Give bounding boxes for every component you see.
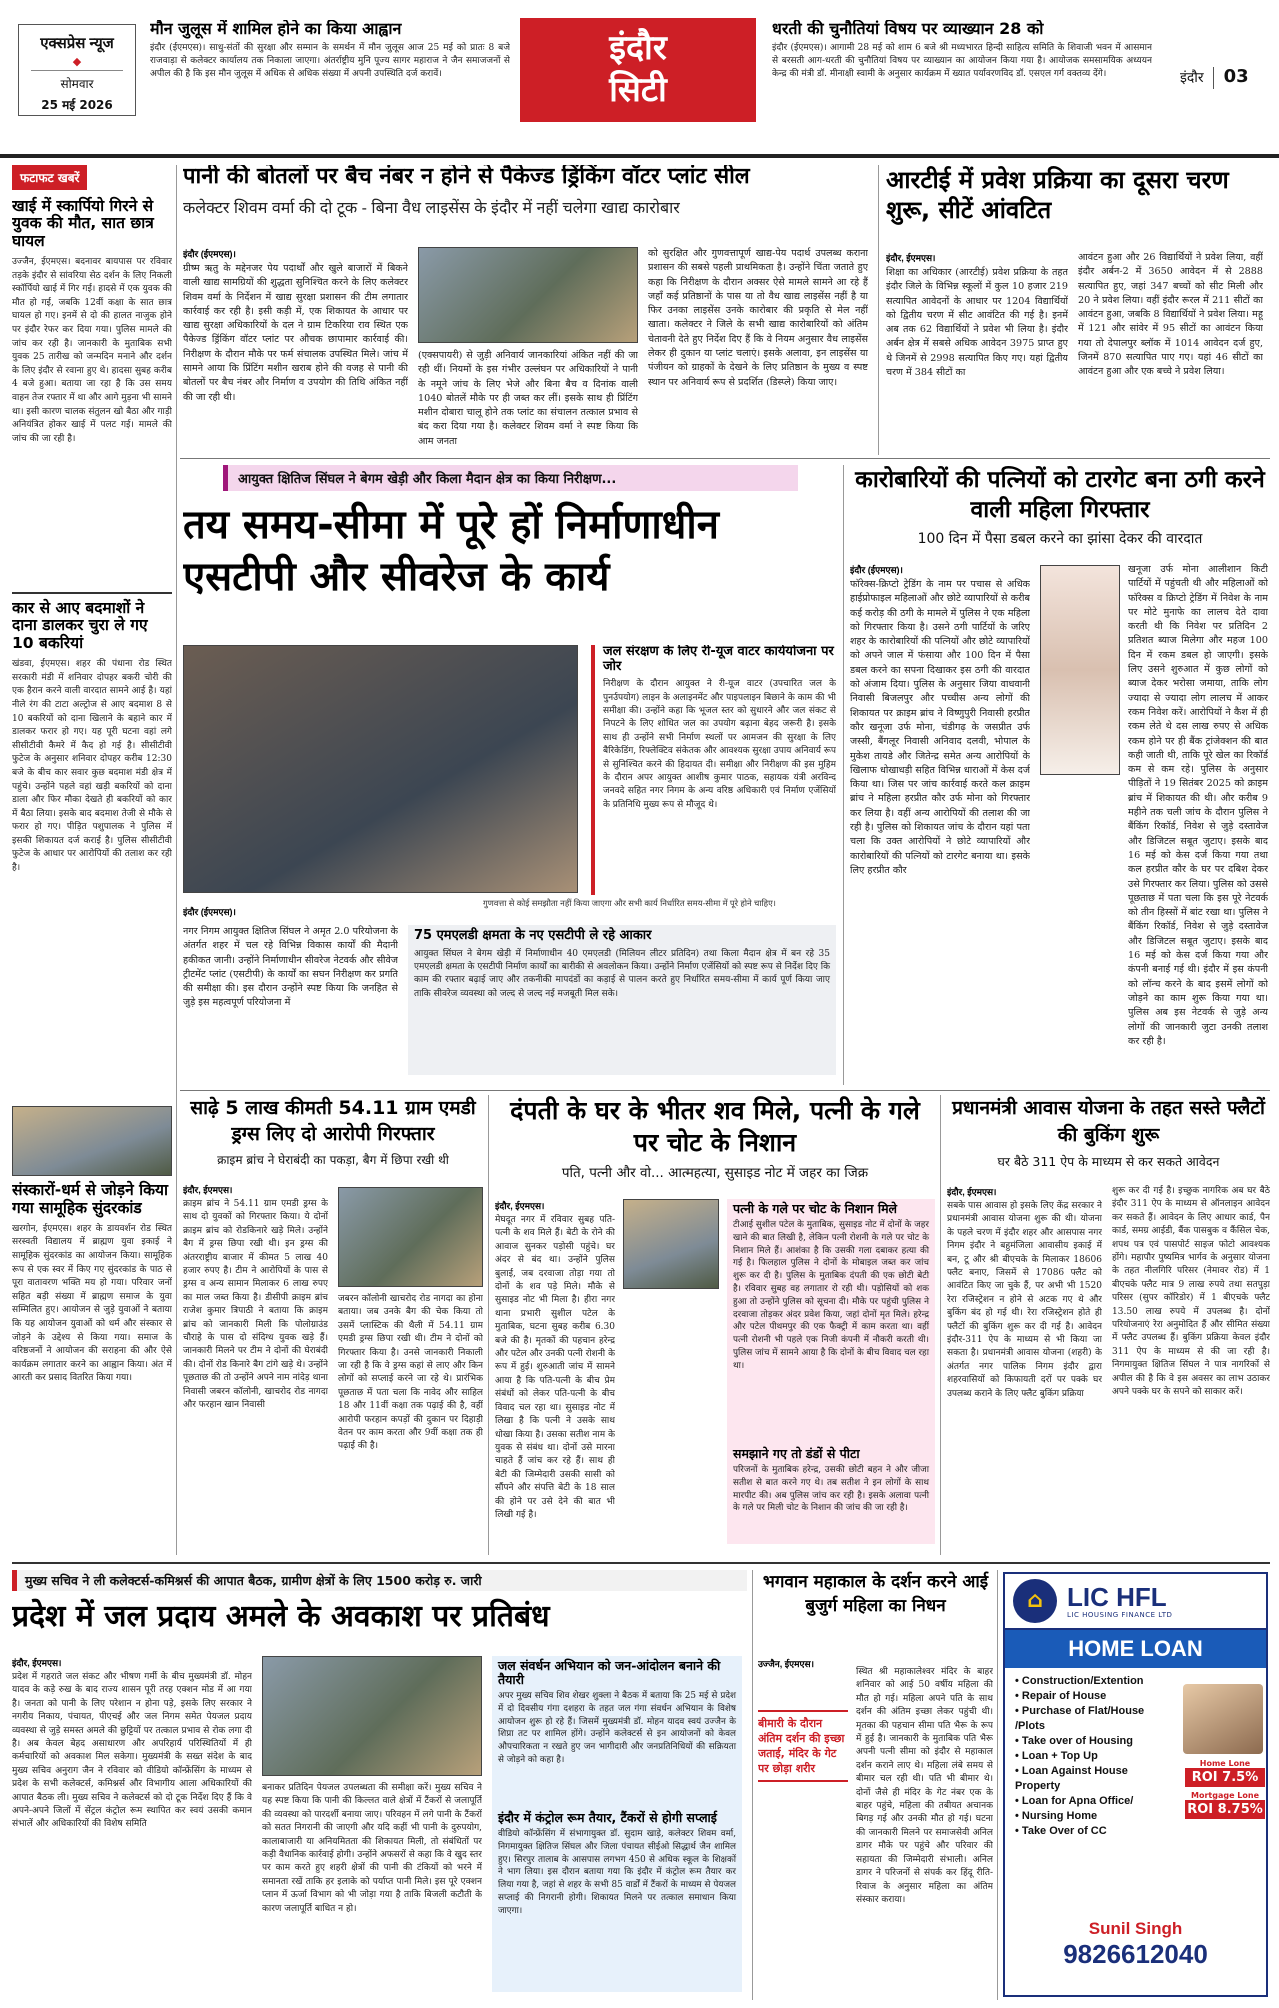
water-col1 bbox=[183, 247, 408, 448]
ad-item: • Repair of House bbox=[1015, 1690, 1107, 1702]
contact-name: Sunil Singh bbox=[1088, 1919, 1183, 1938]
jal-headline: प्रदेश में जल प्रदाय अमले के अवकाश पर प्रतिबंध bbox=[12, 1599, 550, 1634]
ad-item: • Purchase of Flat/House /Plots bbox=[1015, 1705, 1145, 1732]
stp-side-text: निरीक्षण के दौरान आयुक्त ने री-यूज वाटर (उपचारित जल के पुनर्उपयोग) लाइन के अलाइनमेंट और पाइपलाइन बिछाने के काम की भी समीक्षा की। उन्होंने कहा कि भूजल स्तर को सुधारने और जल संकट से निपटने के लिए शोधित जल का उपयोग बढ़ाना बेहद जरूरी है। इसके साथ ही उन्होंने सभी निर्माण स्थलों पर आमजन की सुरक्षा के लिए बैरिकेडिंग, रिफ्लेक्टिव संकेतक और आवश्यक सुरक्षा उपाय अनिवार्य रूप से सुनिश्चित करने की हिदायत दी। समीक्षा और निरीक्षण की इस मुहिम के दौरान अपर आयुक्त आशीष कुमार पाठक, सहायक यंत्री अरविन्द जनवदे सहित नगर निगम के अन्य वरिष्ठ अधिकारी एवं निर्माण एजेंसियों के प्रतिनिधि मुख्य रूप से मौजूद थे। bbox=[603, 679, 836, 810]
awas-dateline: इंदौर, ईएमएस। bbox=[947, 1187, 997, 1197]
rte-col2-text: आवंटन हुआ और 26 विद्यार्थियों ने प्रवेश लिया, वहीं इंदौर अर्बन-2 में 3650 आवेदन में से 2888 सत्यापित हुए, जहां 347 बच्चों को सीट मिली और 20 ने प्रवेश लिया। वहीं इंदौर रूरल में 211 सीटों का आवंटन हुआ, जबकि 8 विद्यार्थियों ने प्रवेश लिया। महू में 121 और सांवेर में 95 सीटों का आवंटन किया गया तो देपालपुर ब्लॉक में 1014 आवेदन दर्ज हुए, जिनमें 870 सत्यापित पाए गए। यहां 46 सीटों का आवंटन हुआ और एक बच्चे ने प्रवेश लिया। bbox=[1078, 252, 1263, 378]
fraud-story bbox=[850, 465, 1270, 1085]
couple-subhead: पति, पत्नी और वो... आत्महत्या, सुसाइड नोट में जहर का जिक्र bbox=[561, 1165, 869, 1181]
jal-col1-text: प्रदेश में गहराते जल संकट और भीषण गर्मी के बीच मुख्यमंत्री डॉ. मोहन यादव के कड़े रुख के बाद राज्य शासन पूरी तरह एक्शन मोड में आ गया है। जनता को पानी के लिए परेशान न होना पड़े, इसके लिए सरकार ने नगरीय निकाय, पंचायत, पीएचई और जल निगम समेत पेयजल प्रदाय व्यवस्था से जुड़े समस्त अमले की छुट्टियों पर तत्काल प्रभाव से रोक लगा दी है। अब केवल बेहद असाधारण और अपरिहार्य परिस्थितियों में ही कर्मचारियों को अवकाश मिल सकेगा। मुख्यमंत्री के सख्त संदेश के बाद मुख्य सचिव अनुराग जैन ने रविवार को वीडियो कॉन्फ्रेंसिंग के माध्यम से प्रदेश के सभी कलेक्टर्स, कमिश्नर्स और विभागीय आला अधिकारियों की आपात बैठक ली। मुख्य सचिव ने कलेक्टर्स को दो टूक निर्देश दिए हैं कि वे अपने-अपने जिलों में सेंट्रल कंट्रोल रूम स्थापित कर स्वयं उसकी कमान संभालें और अधिकारियों की विशेष समिति bbox=[12, 1672, 252, 1830]
couple-box2-text: परिजनों के मुताबिक हरेन्द्र, उसकी छोटी बहन ने और जीजा सतीश से बात करने गए थे। तब सतीश ने इन लोगों के साथ मारपीट की। अब पुलिस जांच कर रही है। इसके अलावा पत्नी के गले पर मिली चोट के निशान की जांच की जा रही है। bbox=[733, 1465, 929, 1514]
rte-col1 bbox=[886, 251, 1068, 452]
mahakal-text: स्थित श्री महाकालेश्वर मंदिर के बाहर शनिवार को आई 50 वर्षीय महिला की मौत हो गई। महिला अपने पति के साथ दर्शन की अंतिम इच्छा लेकर पहुंची थी। मृतका की पहचान सीमा पति भैरू के रूप में हुई है। जानकारी के मुताबिक पति भैरू अपनी पत्नी सीमा को इंदौर से महाकाल दर्शन कराने लाए थे। महिला लंबे समय से बीमार चल रही थी। पति भी बीमार थे। दोनों जैसे ही मंदिर के गेट नंबर एक के बाहर पहुंचे, महिला की तबीयत अचानक बिगड़ गई और उनकी मौत हो गई। घटना की जानकारी मिलने पर समाजसेवी अनिल डागर मौके पर पहुंचे और परिवार की सहायता की जिम्मेदारी संभाली। अनिल डागर ने परिजनों से संपर्क कर हिंदू रीति-रिवाज के अनुसार महिला का अंतिम संस्कार कराया। bbox=[856, 1667, 993, 1905]
jal-kicker: मुख्य सचिव ने ली कलेक्टर्स-कमिश्नर्स की आपात बैठक, ग्रामीण क्षेत्रों के लिए 1500 करोड़ रु. जारी bbox=[12, 1570, 747, 1591]
page-number: 03 bbox=[1223, 66, 1249, 87]
masthead-left-brief bbox=[150, 20, 510, 120]
water-dateline: इंदौर (ईएमएस)। bbox=[183, 249, 236, 259]
awas-col2-text: शुरू कर दी गई है। इच्छुक नागरिक अब घर बैठे इंदौर 311 ऐप के माध्यम से ऑनलाइन आवेदन कर सकते हैं। आवेदन के लिए आधार कार्ड, पैन कार्ड, समग्र आईडी, बैंक पासबुक व कैंसिल चेक, शपथ पत्र एवं पासपोर्ट साइज फोटो आवश्यक होंगे। महापौर पुष्यमित्र भार्गव के अनुसार योजना के तहत नीलगिरि परिसर (नेमावर रोड) में 1 बीएचके फ्लैट मात्र 9 लाख रुपये तथा सतपुड़ा परिसर (सुपर कॉरिडोर) में 1 बीएचके फ्लैट 13.50 लाख रुपये में उपलब्ध है। दोनों परियोजनाएं रेरा अनुमोदित हैं और सीमित संख्या में फ्लैट उपलब्ध हैं। बुकिंग प्रक्रिया केवल इंदौर 311 ऐप के माध्यम से की जा रही है। निगमायुक्त क्षितिज सिंघल ने पात्र नागरिकों से अपील की है कि वे इस अवसर का लाभ उठाकर अपने पक्के घर के सपने को साकार करें। bbox=[1112, 1186, 1270, 1398]
fraud-col1-text: फॉरेक्स-क्रिप्टो ट्रेडिंग के नाम पर पचास से अधिक हाईप्रोफाइल महिलाओं और छोटे व्यापारियों से करीब कई करोड़ की ठगी के मामले में पुलिस ने एक महिला को गिरफ्तार किया है। उसने ठगी पार्टियों के जरिए शहर के कारोबारियों की पत्नियों और छोटे व्यापारियों को अपने जाल में फंसाया और 100 दिन में पैसा डबल करने का सपना दिखाकर इस ठगी की वारदात को अंजाम दिया। पुलिस के अनुसार जिया वाधवानी निवासी बिजलपुर और पच्चीस अन्य लोगों की शिकायत पर क्राइम ब्रांच ने विष्णुपुरी निवासी हरप्रीत कौर खनूजा उर्फ मोना, चंडीगढ़ के जसप्रीत उर्फ जस्सी, बैंगलूर निवासी अनिवाद दलवी, भोपाल के मुकेश तायडे और जितेन्द्र समेत अन्य आरोपियों के खिलाफ धोखाधड़ी सहित विभिन्न धाराओं में केस दर्ज किया था। जिस पर जांच कार्रवाई करते कल क्राइम ब्रांच ने महिला हरप्रीत कौर उर्फ मोना को गिरफ्तार कर लिया है। वहीं अन्य आरोपियों की तलाश की जा रही है। पुलिस को शिकायत जांच के दौरान यहां पता चला कि उक्त आरोपियों ने छोटे व्यापारियों और कारोबारियों की पत्नियों को टारगेट बनाया था। इसके लिए हरप्रीत कौर bbox=[850, 579, 1030, 876]
jal-story bbox=[12, 1570, 747, 2000]
row-rule bbox=[180, 1090, 1270, 1091]
fraud-headline: कारोबारियों की पत्नियों को टारगेट बना ठगी करने वाली महिला गिरफ्तार bbox=[855, 467, 1265, 523]
column-rule bbox=[752, 1570, 753, 2000]
fatafat-story2-headline: कार से आए बदमाशों ने दाना डालकर चुरा ले गए 10 बकरियां bbox=[12, 599, 148, 652]
awas-col1-text: सबके पास आवास हो इसके लिए केंद्र सरकार ने प्रधानमंत्री आवास योजना शुरू की थी। योजना के पहले चरण में इंदौर शहर और आसपास नगर निगम इंदौर ने बहुमंजिला आवासीय इकाई में बन, टू और श्री बीएचके के मिलाकर 18606 फ्लैट बनाए, जिसमें से 17086 फ्लैट को आवंटित किए जा चुके हैं, पर अभी भी 1520 रेरा रजिस्ट्रेशन न होने से अटक गए थे और बुकिंग बंद हो गई थी। रेरा रजिस्ट्रेशन होते ही फ्लैटों की बुकिंग शुरू कर दी गई है। आवेदन इंदौर-311 ऐप के माध्यम से भी किया जा सकता है। प्रधानमंत्री आवास योजना (शहरी) के अंतर्गत नगर पालिक निगम इंदौर द्वारा शहरवासियों को किफायती दरों पर पक्के घर उपलब्ध कराने के लिए फ्लैट बुकिंग प्रक्रिया bbox=[947, 1201, 1102, 1399]
couple-col1b-text bbox=[623, 1295, 719, 1540]
ad-brand: LIC HFL bbox=[1067, 1582, 1167, 1612]
jal-col2-text: बनाकर प्रतिदिन पेयजल उपलब्धता की समीक्षा करें। मुख्य सचिव ने यह स्पष्ट किया कि पानी की किल्लत वाले क्षेत्रों में टैंकरों से जलापूर्ति की व्यवस्था को पारदर्शी बनाया जाए। परिवहन में लगे पानी के टैंकरों को सतत निगरानी की जाएगी और यदि कहीं भी पानी के दुरुपयोग, कालाबाजारी या अनियमितता की शिकायत मिली, तो संबंधितों पर कड़ी वैधानिक कार्रवाई होगी। उन्होंने अफसरों से कहा कि वे खुद स्तर पर काम करते हुए शहरी क्षेत्रों की पानी की टंकियों को भरने में समानता रखें ताकि हर इलाके को पर्याप्त पानी मिले। इस पूरे एक्शन प्लान में ऊर्जा विभाग को भी जोड़ा गया है ताकि बिजली कटौती के कारण जलापूर्ति बाधित न हो। bbox=[262, 1783, 482, 1914]
water-col3-text: को सुरक्षित और गुणवत्तापूर्ण खाद्य-पेय पदार्थ उपलब्ध कराना प्रशासन की सबसे पहली प्राथमिकता है। उन्होंने चिंता जताते हुए कहा कि निरीक्षण के दौरान अक्सर ऐसे मामले सामने आ रहे हैं जहाँ कई प्रतिष्ठानों के पास या तो वैध खाद्य लाइसेंस नहीं है या फिर उनका लाइसेंस उनके कारोबार की प्रकृति से मेल नहीं खाता। कलेक्टर ने जिले के सभी खाद्य कारोबारियों को अंतिम चेतावनी देते हुए निर्देश दिए हैं कि वे नियम अनुसार वैध लाइसेंस लेकर ही दुकान या प्लांट चलाएं। इसके अलावा, इन लाइसेंस या पंजीयन को ग्राहकों के देखने के लिए प्रतिष्ठान के मुख्य व स्पष्ट स्थान पर अनिवार्य रूप से प्रदर्शित (डिस्प्ले) किया जाए। bbox=[648, 248, 868, 388]
mahakal-dateline: उज्जैन, ईएमएस। bbox=[758, 1659, 815, 1669]
stp-body-text: नगर निगम आयुक्त क्षितिज सिंघल ने अमृत 2.0 परियोजना के अंतर्गत शहर में चल रहे विभिन्न विकास कार्यों की मैदानी हकीकत जानी। उन्होंने निर्माणाधीन सीवरेज नेटवर्क और सीवेज ट्रीटमेंट प्लांट (एसटीपी) के कार्यों का सघन निरीक्षण कर प्रगति की समीक्षा की। इस दौरान उन्होंने स्पष्ट किया कि जनहित से जुड़े इस महत्वपूर्ण परियोजना में bbox=[183, 926, 398, 1009]
ad-item: • Take Over of CC bbox=[1015, 1825, 1107, 1837]
column-rule bbox=[488, 1095, 489, 1555]
couple-box bbox=[727, 1199, 935, 1544]
video-conference-photo bbox=[262, 1656, 482, 1776]
column-rule bbox=[843, 465, 844, 1085]
stp-headline: तय समय-सीमा में पूरे हों निर्माणाधीन एसटीपी और सीवरेज के कार्य bbox=[183, 502, 719, 600]
couple-headline: दंपती के घर के भीतर शव मिले, पत्नी के गले पर चोट के निशान bbox=[510, 1096, 920, 1157]
column-rule bbox=[176, 165, 177, 1555]
diamond-icon: ◆ bbox=[72, 55, 82, 68]
water-headline: पानी की बोतलों पर बैच नंबर न होने से पैकेज्ड ड्रिंकिंग वॉटर प्लांट सील bbox=[183, 165, 750, 189]
contact-phone[interactable]: 9826612040 bbox=[1063, 1939, 1208, 1969]
couple-col1 bbox=[495, 1199, 615, 1549]
row-rule bbox=[180, 458, 1270, 459]
stp-kicker: आयुक्त क्षितिज सिंघल ने बेगम खेड़ी और किला मैदान क्षेत्र का किया निरीक्षण... bbox=[223, 465, 798, 491]
fraud-col1 bbox=[850, 563, 1030, 1058]
mahakal-headline: भगवान महाकाल के दर्शन करने आई बुजुर्ग महिला का निधन bbox=[762, 1572, 989, 1616]
lic-logo-icon: ⌂ bbox=[1013, 1579, 1057, 1623]
sundarkand-photo bbox=[12, 1106, 172, 1176]
ad-items-list bbox=[1005, 1668, 1175, 1845]
couple-col1-text: मेघदूत नगर में रविवार सुबह पति-पत्नी के शव मिले हैं। बेटी के रोने की आवाज सुनकर पड़ोसी पहुंचे। घर अंदर से बंद था। उन्होंने पुलिस बुलाई, जब दरवाजा तोड़ा गया तो दोनों के शव पड़े मिले। मौके से सुसाइड नोट भी मिला है। हीरा नगर थाना प्रभारी सुशील पटेल के मुताबिक, घटना सुबह करीब 6.30 बजे की है। मृतकों की पहचान हरेन्द्र और पटेल और उनकी पत्नी रोशनी के रूप में हुई। शुरुआती जांच में सामने आया है कि पति-पत्नी के बीच प्रेम संबंधों को लेकर पति-पत्नी के बीच विवाद चल रहा था। सुसाइड नोट में लिखा है कि पत्नी ने उसके साथ धोखा किया है। उसका सतीश नाम के युवक से संबंध था। दोनों उसे मारना चाहते हैं जांच कर रहे हैं। साथ ही बेटी की जिम्मेदारी उसकी सासी को सौंपने और संपत्ति बेटी के 18 साल की होने पर उसे देने की बात भी लिखी गई है। bbox=[495, 1215, 615, 1520]
paper-info-box bbox=[18, 24, 136, 116]
awas-subhead: घर बैठे 311 ऐप के माध्यम से कर सकते आवेदन bbox=[997, 1154, 1220, 1169]
lic-hfl-ad bbox=[1003, 1572, 1268, 1997]
couple-box1-text: टीआई सुशील पटेल के मुताबिक, सुसाइड नोट में दोनों के जहर खाने की बात लिखी है, लेकिन पत्नी रोशनी के गले पर चोट के निशान मिले हैं। आशंका है कि उसकी गला दबाकर हत्या की गई है। फिलहाल पुलिस ने दोनों के मोबाइल जब्त कर जांच शुरू कर दी है। पुलिस के मुताबिक दंपती की एक छोटी बेटी है। रविवार सुबह वह लगातार रो रही थी। पड़ोसियों को शक हुआ तो उन्होंने पुलिस को सूचना दी। मौके पर पहुंची पुलिस ने दरवाजा तोड़कर अंदर प्रवेश किया, जहां दोनों मृत मिले। हरेन्द्र और पटेल पीथमपुर की एक फैक्ट्री में काम करता था। वहीं पत्नी रोशनी भी पहले एक निजी कंपनी में नौकरी करती थी। पुलिस जांच में सामने आया है कि दोनों के बीच विवाद चल रहा था। bbox=[733, 1220, 929, 1371]
ad-banner: HOME LOAN bbox=[1005, 1630, 1266, 1668]
jal-box2-headline: इंदौर में कंट्रोल रूम तैयार, टैंकरों से होगी सप्लाई bbox=[498, 1810, 717, 1825]
rte-col1-text: शिक्षा का अधिकार (आरटीई) प्रवेश प्रक्रिया के तहत इंदौर जिले के विभिन्न स्कूलों में कुल 10 हजार 219 सत्यापित आवेदनों के आधार पर 1204 विद्यार्थियों को द्वितीय चरण में सीट आवंटित की गई है। इनमें अब तक 62 विद्यार्थियों ने प्रवेश भी लिया है। इंदौर अर्बन क्षेत्र में सबसे अधिक आवेदन 3975 प्राप्त हुए थे जिनमें से 2998 सत्यापित किए गए। यहां द्वितीय चरण में 384 सीटों का bbox=[886, 267, 1068, 379]
water-col2-text: (एक्सपायरी) से जुड़ी अनिवार्य जानकारियां अंकित नहीं की जा रही थीं। नियमों के इस गंभीर उल्लंघन पर अधिकारियों ने पानी के नमूने जांच के लिए भेजे और बिना बैच व दिनांक वाली 1040 बोतलें मौके पर ही जब्त कर लीं। इसके साथ ही प्रिंटिंग मशीन दोबारा चालू होने तक प्लांट का संचालन तत्काल प्रभाव से बंद करा दिया गया है। कलेक्टर शिवम वर्मा ने स्पष्ट किया कि आम जनता bbox=[418, 350, 638, 447]
ad-item: • Take over of Housing bbox=[1015, 1735, 1133, 1747]
brief-headline: मौन जुलूस में शामिल होने का किया आह्वान bbox=[150, 20, 402, 38]
accused-woman-photo bbox=[1040, 565, 1120, 775]
drugs-headline: साढ़े 5 लाख कीमती 54.11 ग्राम एमडी ड्रग्स लिए दो आरोपी गिरफ्तार bbox=[190, 1097, 476, 1145]
ad-item: • Loan + Top Up bbox=[1015, 1750, 1098, 1762]
couple-dateline: इंदौर, ईएमएस। bbox=[495, 1201, 545, 1211]
ad-item: • Loan for Apna Office/ bbox=[1015, 1795, 1134, 1807]
ad-contact bbox=[1005, 1919, 1266, 1970]
ad-item: • Construction/Extention bbox=[1015, 1675, 1144, 1687]
day-label: सोमवार bbox=[31, 70, 123, 92]
ad-header bbox=[1005, 1574, 1266, 1630]
roi-box bbox=[1185, 1759, 1265, 1819]
fatafat-story3-text: खरगोन, ईएमएस। शहर के डायवर्शन रोड स्थित सरस्वती विद्यालय में ब्राह्मण युवा इकाई ने सामूहिक सुंदरकांड का आयोजन किया। सामूहिक रूप से एक स्वर में किए गए सुंदरकांड के पाठ से पूरा वातावरण भक्ति मय हो गया। परिवार जनों सहित बड़ी संख्या में ब्राह्मण समाज के युवा सम्मिलित हुए। आयोजन से जुड़े युवाओं ने बताया कि यह आयोजन युवाओं को धर्म और संस्कार से जोड़ने के उद्देश्य से किया गया। समाज के वरिष्ठजनों ने आयोजन की सराहना की और ऐसे कार्यक्रम लगातार करने का आह्वान किया। अंत में आरती कर प्रसाद वितरित किया गया। bbox=[12, 1223, 172, 1384]
stp-side-box bbox=[591, 645, 836, 895]
jal-col1 bbox=[12, 1656, 252, 1991]
paper-name: एक्सप्रेस न्यूज bbox=[40, 35, 114, 52]
stp-story bbox=[183, 465, 838, 1085]
drugs-col1-text: क्राइम ब्रांच ने 54.11 ग्राम एमडी ड्रग्स के साथ दो युवकों को गिरफ्तार किया। ये दोनों क्राइम ब्रांच को रोडकिनारे खड़े मिले। उन्होंने बैग में ड्रग्स छिपा रखी थी। इन ड्रग्स की अंतरराष्ट्रीय बाजार में कीमत 5 लाख 40 हजार रुपए है। टीम ने आरोपियों के पास से ड्रग्स व अन्य सामान मिलाकर 6 लाख रुपए का माल जब्त किया है। डीसीपी क्राइम ब्रांच राजेश कुमार त्रिपाठी ने बताया कि क्राइम ब्रांच को जानकारी मिली कि पोलोग्राउंड चौराहे के पास दो संदिग्ध युवक खड़े हैं। जानकारी मिलने पर टीम ने दोनों की घेराबंदी की। दोनों रोड किनारे बैग टांगे खड़े थे। उन्होंने पूछताछ की तो उन्होंने अपने नाम नांदेड़ थाना निवासी जबरन कॉलोनी, खाचरोद रोड नागदा और फरहान खान निवासी bbox=[183, 1199, 328, 1411]
stp-inspection-photo bbox=[183, 645, 578, 893]
fraud-subhead: 100 दिन में पैसा डबल करने का झांसा देकर की वारदात bbox=[917, 531, 1203, 547]
fatafat-story2-text: खंडवा, ईएमएस। शहर की पंधाना रोड स्थित सरकारी मंडी में शनिवार दोपहर बकरी चोरी की एक हैरान करने वाली वारदात सामने आई है। यहां नीले रंग की टाटा अल्ट्रोज से आए बदमाश 8 से 10 बकरियों को दाना खिलाने के बहाने कार में डालकर फरार हो गए। यह पूरी घटना वहां लगे सीसीटीवी कैमरे में कैद हो गई है। सीसीटीवी फुटेज के अनुसार शनिवार दोपहर करीब 12:30 बजे के बीच कार सवार कुछ बदमाश मंडी क्षेत्र में पहुंचे। उन्होंने पहले वहां खड़ी बकरियों को दाना डाला और फिर मौका देखते ही बकरियों को कार में बैठा लिया। इसके बाद बदमाश तेजी से मौके से फरार हो गए। पीड़ित पशुपालक ने पुलिस में इसकी शिकायत दर्ज कराई है। पुलिस सीसीटीवी फुटेज के आधार पर आरोपियों की तलाश कर रही है। bbox=[12, 659, 172, 874]
awas-story bbox=[947, 1095, 1270, 1555]
jal-box bbox=[492, 1656, 742, 1992]
fatafat-label: फटाफट खबरें bbox=[12, 165, 87, 190]
mahakal-text-top bbox=[758, 1666, 848, 1706]
fatafat-column bbox=[12, 165, 172, 1565]
ad-brand-sub: LIC HOUSING FINANCE LTD bbox=[1067, 1611, 1173, 1619]
stp-box-headline: 75 एमएलडी क्षमता के नए एसटीपी ले रहे आकार bbox=[414, 928, 652, 943]
fraud-col2-text: खनूजा उर्फ मोना आलीशान किटी पार्टियों में पहुंचती थी और महिलाओं को फॉरेक्स व क्रिप्टो ट्रेडिंग में निवेश के नाम पर मोटे मुनाफे का लालच देते दावा करती थी कि निवेश पर प्रतिदिन 2 प्रतिशत ब्याज मिलेगा और महज 100 दिन में रकम डबल हो जाएगी। इसके लिए उसने शुरुआत में कुछ लोगों को ब्याज देकर भरोसा जमाया, ताकि लोग ज्यादा से ज्यादा लोग लालच में आकर रकम निवेश करें। आरोपियों ने कैश में ही रकम लेते थे दस लाख रुपए से अधिक रकम होने पर ही बैंक ट्रांजेक्शन की बात कही जाती थी, ताकि पूरे खेल का रिकॉर्ड कम से कम रहे। पुलिस के अनुसार पीड़ितों ने 19 सितंबर 2025 को क्राइम ब्रांच में शिकायत की थी। और करीब 9 महीने तक चली जांच के दौरान पुलिस ने बैंकिंग रिकॉर्ड, निवेश से जुड़े दस्तावेज और डिजिटल सबूत जुटाए। इसके बाद 16 मई को केस दर्ज किया गया तथा कल हरप्रीत कौर के घर पर दबिश देकर उसे गिरफ्तार कर लिया। पुलिस को उससे पूछताछ में पता चला कि इस पूरे नेटवर्क को तीन हिस्सों में बांट रखा था। पुलिस ने बैंकिंग रिकॉर्ड, निवेश से जुड़े दस्तावेज और डिजिटल सबूत जुटाए। इसके बाद 16 मई को केस दर्ज किया गया और कंपनी बनाई गई थी। इंदौर में इस कंपनी को लॉन्च करने के बाद इसमें लोगों को जोड़ने का काम शुरू किया गया था। पुलिस अब इस नेटवर्क से जुड़े अन्य लोगों की जानकारी जुटा उनकी तलाश कर रही है। bbox=[1128, 564, 1268, 1047]
water-col1-text: ग्रीष्म ऋतु के मद्देनजर पेय पदार्थों और खुले बाजारों में बिकने वाली खाद्य सामग्रियों की शुद्धता सुनिश्चित करने के लिए कलेक्टर शिवम वर्मा के निर्देशन में खाद्य सुरक्षा प्रशासन की टीम लगातार कार्रवाई कर रही है। इसी कड़ी में, एक शिकायत के आधार पर खाद्य सुरक्षा अधिकारियों के दल ने ग्राम टिकरिया राव स्थित एक पैकेज्ड ड्रिंकिंग वॉटर प्लांट पर औचक छापामार कार्रवाई की। निरीक्षण के दौरान मौके पर फर्म संचालक उपस्थित मिले। जांच में सामने आया कि प्रिंटिंग मशीन खराब होने की वजह से पानी की बोतलों पर बैच नंबर और निर्माण व उपयोग की तिथि अंकित नहीं की जा रही थी। bbox=[183, 263, 408, 403]
family-photo bbox=[1183, 1684, 1263, 1754]
section-title-box bbox=[520, 18, 756, 122]
roi2-badge: ROI 8.75% bbox=[1185, 1800, 1265, 1819]
column-rule bbox=[940, 1095, 941, 1555]
rte-story bbox=[886, 165, 1266, 455]
awas-col1 bbox=[947, 1185, 1102, 1550]
drugs-subhead: क्राइम ब्रांच ने घेराबंदी का पकड़ा, बैग में छिपा रखी थी bbox=[217, 1153, 449, 1167]
home-loan-label: Home Lone bbox=[1199, 1759, 1251, 1768]
mortgage-label: Mortgage Lone bbox=[1190, 1791, 1259, 1800]
water-story bbox=[183, 165, 873, 455]
arrested-accused-photo bbox=[338, 1187, 483, 1287]
couple-story bbox=[495, 1095, 935, 1555]
brief-text: इंदौर (ईएमएस)। आगामी 28 मई को शाम 6 बजे श्री मध्यभारत हिन्दी साहित्य समिति के शिवाजी भवन में आसमान से बरसती आग-धरती की चुनौतियां विषय पर व्याख्यान का आयोजन किया गया है। आयोजक समसामयिक अध्ययन केन्द्र की मंत्री डॉ. मीनाक्षी स्वामी के अनुसार कार्यक्रम में ख्यात पर्यावरणविद डॉ. एसएल गर्ग वक्तव्य देंगे। bbox=[772, 42, 1152, 79]
rte-headline: आरटीई में प्रवेश प्रक्रिया का दूसरा चरण शुरू, सीटें आंवटित bbox=[886, 166, 1229, 224]
column-rule bbox=[878, 165, 879, 455]
drugs-col1 bbox=[183, 1183, 328, 1543]
drugs-col2-text: जबरन कॉलोनी खाचरोद रोड नागदा का होना बताया। जब उनके बैग की चेक किया तो उसमें प्लास्टिक की थैली में 54.11 ग्राम एमडी ड्रग्स छिपा रखी थी। टीम ने दोनों को गिरफ्तार किया है। उनसे जानकारी निकाली जा रही है कि वे ड्रग्स कहां से लाए और किन लोगों को सप्लाई करने जा रहे थे। प्रारंभिक पूछताछ में पता चला कि नावेद और साहिल 18 और 11वीं कक्षा तक पढ़ाई की है, वहीं आरोपी फरहान कपड़ों की दुकान पर दिहाड़ी वेतन पर काम करता और 9वीं कक्षा तक ही पढ़ाई की है। bbox=[338, 1294, 483, 1452]
column-rule bbox=[997, 1570, 998, 2000]
roi1-badge: ROI 7.5% bbox=[1185, 1768, 1265, 1787]
stp-box-text: आयुक्त सिंघल ने बेगम खेड़ी में निर्माणाधीन 40 एमएलडी (मिलियन लीटर प्रतिदिन) तथा किला मैदान क्षेत्र में बन रहे 35 एमएलडी क्षमता के एसटीपी निर्माण कार्यों का बारीकी से अवलोकन किया। उन्होंने निर्माण एजेंसियों को स्पष्ट रूप से निर्देश दिए कि काम की रफ्तार बढ़ाई जाए और तकनीकी मापदंडों का कड़ाई से पालन करते हुए निर्धारित समय-सीमा में कार्य पूर्ण किया जाए ताकि सीवरेज व्यवस्था को जल्द से जल्द नई मजबूती मिल सके। bbox=[414, 948, 830, 999]
stp-box bbox=[408, 925, 836, 1075]
fatafat-story1-headline: खाई में स्कार्पियो गिरने से युवक की मौत, सात छात्र घायल bbox=[12, 197, 154, 250]
masthead-rule bbox=[0, 154, 1279, 158]
folio-divider bbox=[1213, 67, 1214, 89]
drugs-story bbox=[183, 1095, 483, 1555]
page-folio bbox=[1180, 66, 1270, 92]
section-title-line2: सिटी bbox=[609, 70, 667, 110]
jal-box-headline: जल संवर्धन अभियान को जन-आंदोलन बनाने की तैयारी bbox=[498, 1658, 721, 1687]
fraud-dateline: इंदौर (ईएमएस)। bbox=[850, 565, 903, 575]
fatafat-story3-headline: संस्कारों-धर्म से जोड़ने किया गया सामूहिक सुंदरकांड bbox=[12, 1181, 169, 1217]
masthead-right-brief bbox=[772, 20, 1152, 120]
jal-box2-text: वीडियो कॉन्फ्रेंसिंग में संभागायुक्त डॉ. सुदाम खाड़े, कलेक्टर शिवम वर्मा, निगमायुक्त क्षितिज सिंघल और जिला पंचायत सीईओ सिद्धार्थ जैन शामिल हुए। सिरपुर तालाब के आसपास लगभग 450 से अधिक स्कूल के शिक्षकों ने भाग लिया। इस दौरान बताया गया कि इंदौर में कंट्रोल रूम तैयार कर लिया गया है, जहां से शहर के सभी 85 वार्डों में टैंकरों के माध्यम से पेयजल सप्लाई की निगरानी होगी। शिकायत मिलने पर तत्काल समाधान किया जाएगा। bbox=[498, 1829, 736, 1916]
fatafat-story1-text: उज्जैन, ईएमएस। बदनावर बायपास पर रविवार तड़के इंदौर से सांवरिया सेठ दर्शन के लिए निकली स्कॉर्पियो खाई में गिर गई। हादसे में एक युवक की मौत हो गई, जबकि 12वीं कक्षा के सात छात्र घायल हो गए। इनमें से दो की हालत नाजुक होने पर इंदौर रेफर कर दिया गया। पुलिस मामले की जांच कर रही है। जानकारी के मुताबिक सभी युवक 25 तारीख को जन्मदिन मनाने और दर्शन के लिए इंदौर से रवाना हुए थे। हादसा सुबह करीब 4 बजे हुआ। बताया जा रहा है कि उस समय वाहन तेज रफ्तार में था और आगे मुड़ना भी सामने था। इसी कारण चालक संतुलन खो बैठा और गाड़ी अनियंत्रित होकर खाई में पलट गई। मामले की जांच की जा रही है। bbox=[12, 257, 172, 444]
water-plant-photo bbox=[418, 247, 638, 343]
jal-box-text: अपर मुख्य सचिव शिव शेखर शुक्ला ने बैठक में बताया कि 25 मई से प्रदेश में दो दिवसीय गंगा दशहरा के तहत जल गंगा संवर्धन अभियान के विशेष आयोजन शुरू हो रहे हैं। जिसमें मुख्यमंत्री डॉ. मोहन यादव स्वयं उज्जैन के शिप्रा तट पर शामिल होंगे। उन्होंने कलेक्टर्स से इन आयोजनों को केवल औपचारिकता न रखते हुए जन भागीदारी और जनप्रतिनिधियों की सक्रियता से जोड़ने को कहा है। bbox=[498, 1691, 736, 1765]
drugs-dateline: इंदौर, ईएमएस। bbox=[183, 1185, 233, 1195]
stp-photo-caption: गुणवत्ता से कोई समझौता नहीं किया जाएगा और सभी कार्य निर्धारित समय-सीमा में पूरे होने चाहिए। bbox=[483, 898, 776, 908]
section-title-line1: इंदौर bbox=[609, 28, 667, 68]
city-label: इंदौर bbox=[1180, 70, 1204, 86]
couple-box2-headline: समझाने गए तो डंडों से पीटा bbox=[733, 1446, 860, 1461]
ad-item: • Loan Against House Property bbox=[1015, 1765, 1128, 1792]
awas-headline: प्रधानमंत्री आवास योजना के तहत सस्ते फ्लैटों की बुकिंग शुरू bbox=[952, 1097, 1265, 1146]
stp-dateline: इंदौर (ईएमएस)। bbox=[183, 907, 236, 917]
divider bbox=[12, 592, 172, 594]
mahakal-pullquote: बीमारी के दौरान अंतिम दर्शन की इच्छा जताई, मंदिर के गेट पर छोड़ा शरीर bbox=[758, 1710, 848, 1782]
couple-photo bbox=[623, 1199, 719, 1289]
masthead bbox=[0, 0, 1279, 160]
jal-dateline: इंदौर, ईएमएस। bbox=[12, 1658, 62, 1668]
date-label: 25 मई 2026 bbox=[41, 98, 113, 112]
rte-dateline: इंदौर, ईएमएस। bbox=[886, 253, 936, 263]
stp-side-headline: जल संरक्षण के लिए री-यूज वाटर कार्ययोजना पर जोर bbox=[603, 645, 834, 674]
water-subhead: कलेक्टर शिवम वर्मा की दो टूक - बिना वैध लाइसेंस के इंदौर में नहीं चलेगा खाद्य कारोबार bbox=[183, 199, 680, 217]
brief-headline: धरती की चुनौतियां विषय पर व्याख्यान 28 को bbox=[772, 20, 1044, 38]
row-rule bbox=[12, 1562, 1270, 1564]
brief-text: इंदौर (ईएमएस)। साधु-संतों की सुरक्षा और सम्मान के समर्थन में मौन जुलूस आज 25 मई को प्रातः 8 बजे राजवाड़ा से कलेक्टर कार्यालय तक निकाला जाएगा। अंतर्राष्ट्रीय मुनि पूज्य सागर महाराज ने जैन समाजजनों से अपील की है कि इस मौन जुलूस में अधिक से अधिक संख्या में अपनी उपस्थिति दर्ज करावें। bbox=[150, 42, 510, 79]
ad-item: • Nursing Home bbox=[1015, 1810, 1098, 1822]
mahakal-story bbox=[758, 1570, 993, 2000]
couple-box1-headline: पत्नी के गले पर चोट के निशान मिले bbox=[733, 1201, 898, 1216]
